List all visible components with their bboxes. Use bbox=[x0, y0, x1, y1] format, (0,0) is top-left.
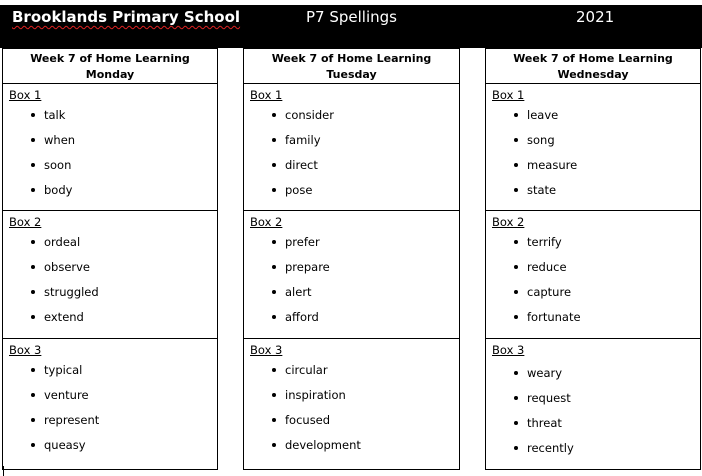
list-item: talk bbox=[3, 108, 75, 133]
word-list bbox=[3, 108, 75, 208]
word-list bbox=[486, 235, 581, 335]
word-list bbox=[3, 235, 99, 335]
list-item: song bbox=[486, 133, 577, 158]
list-item: observe bbox=[3, 260, 99, 285]
year: 2021 bbox=[576, 8, 615, 26]
column-day: Wednesday bbox=[557, 68, 629, 81]
list-item: struggled bbox=[3, 285, 99, 310]
column-week: Week 7 of Home Learning bbox=[30, 52, 190, 65]
word-list bbox=[244, 363, 361, 463]
list-item: pose bbox=[244, 183, 334, 208]
list-item: body bbox=[3, 183, 75, 208]
column-week: Week 7 of Home Learning bbox=[271, 52, 432, 65]
box-2 bbox=[486, 211, 700, 339]
list-item: prepare bbox=[244, 260, 330, 285]
column-wednesday bbox=[485, 48, 701, 470]
box-2 bbox=[3, 211, 217, 339]
box-label: Box 2 bbox=[250, 215, 283, 229]
word-list bbox=[3, 363, 99, 463]
list-item: focused bbox=[244, 413, 361, 438]
word-list bbox=[486, 366, 574, 466]
list-item: when bbox=[3, 133, 75, 158]
box-3 bbox=[486, 339, 700, 469]
box-1 bbox=[244, 84, 459, 211]
column-header bbox=[486, 49, 700, 84]
box-3 bbox=[3, 339, 217, 469]
list-item: fortunate bbox=[486, 310, 581, 335]
list-item: weary bbox=[486, 366, 574, 391]
list-item: terrify bbox=[486, 235, 581, 260]
school-name: Brooklands Primary School bbox=[12, 8, 241, 26]
column-day: Tuesday bbox=[326, 68, 377, 81]
list-item: inspiration bbox=[244, 388, 361, 413]
column-week: Week 7 of Home Learning bbox=[513, 52, 673, 65]
list-item: soon bbox=[3, 158, 75, 183]
list-item: threat bbox=[486, 416, 574, 441]
list-item: ordeal bbox=[3, 235, 99, 260]
list-item: prefer bbox=[244, 235, 330, 260]
list-item: extend bbox=[3, 310, 99, 335]
column-header bbox=[3, 49, 217, 84]
list-item: state bbox=[486, 183, 577, 208]
box-label: Box 3 bbox=[492, 343, 525, 357]
list-item: leave bbox=[486, 108, 577, 133]
list-item: reduce bbox=[486, 260, 581, 285]
header-bar bbox=[0, 5, 702, 48]
document-title: P7 Spellings bbox=[306, 8, 397, 26]
column-header bbox=[244, 49, 459, 84]
list-item: consider bbox=[244, 108, 334, 133]
box-3 bbox=[244, 339, 459, 469]
list-item: represent bbox=[3, 413, 99, 438]
list-item: direct bbox=[244, 158, 334, 183]
list-item: capture bbox=[486, 285, 581, 310]
box-label: Box 1 bbox=[492, 88, 525, 102]
list-item: measure bbox=[486, 158, 577, 183]
list-item: development bbox=[244, 438, 361, 463]
list-item: recently bbox=[486, 441, 574, 466]
word-list bbox=[244, 108, 334, 208]
box-1 bbox=[3, 84, 217, 211]
column-day: Monday bbox=[85, 68, 135, 81]
word-list bbox=[486, 108, 577, 208]
list-item: queasy bbox=[3, 438, 99, 463]
list-item: circular bbox=[244, 363, 361, 388]
list-item: alert bbox=[244, 285, 330, 310]
box-label: Box 2 bbox=[492, 215, 525, 229]
box-label: Box 1 bbox=[250, 88, 283, 102]
divider bbox=[3, 466, 4, 476]
list-item: request bbox=[486, 391, 574, 416]
box-label: Box 3 bbox=[250, 343, 283, 357]
box-label: Box 1 bbox=[9, 88, 42, 102]
list-item: family bbox=[244, 133, 334, 158]
column-monday bbox=[2, 48, 218, 470]
box-2 bbox=[244, 211, 459, 339]
box-label: Box 2 bbox=[9, 215, 42, 229]
column-tuesday bbox=[243, 48, 460, 470]
list-item: afford bbox=[244, 310, 330, 335]
list-item: typical bbox=[3, 363, 99, 388]
box-label: Box 3 bbox=[9, 343, 42, 357]
box-1 bbox=[486, 84, 700, 211]
word-list bbox=[244, 235, 330, 335]
list-item: venture bbox=[3, 388, 99, 413]
